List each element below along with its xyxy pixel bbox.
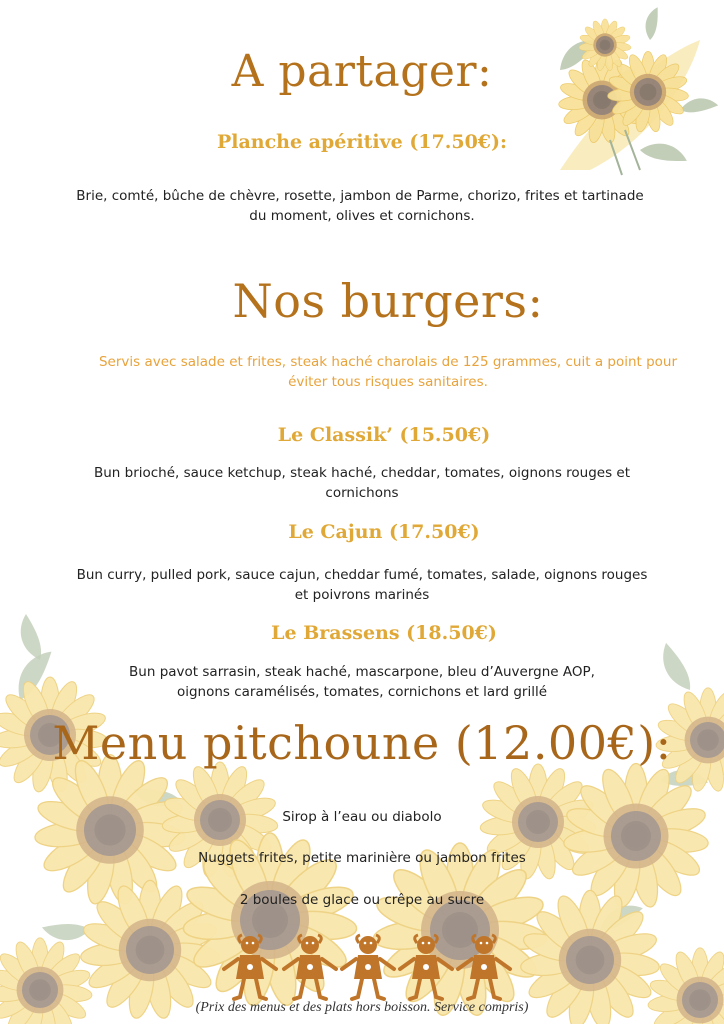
item-name-cajun: Le Cajun (17.50€): [288, 521, 480, 543]
item-desc-cajun-line1: Bun curry, pulled pork, sauce cajun, cheddar fumé, tomates, salade, oignons rouges: [76, 567, 648, 583]
item-desc-planche-line1: Brie, comté, bûche de chèvre, rosette, jambon de Parme, chorizo, frites et tartinade: [76, 188, 644, 204]
item-desc-classik-line2: cornichons: [325, 485, 399, 501]
item-name-planche: Planche apéritive (17.50€):: [216, 131, 508, 153]
item-desc-planche-line2: du moment, olives et cornichons.: [249, 208, 475, 224]
burgers-intro-line2: éviter tous risques sanitaires.: [288, 374, 488, 390]
item-desc-cajun-line2: et poivrons marinés: [294, 587, 430, 603]
footer-note: (Prix des menus et des plats hors boisson. Service compris): [195, 1000, 529, 1015]
burgers-intro-line1: Servis avec salade et frites, steak haché charolais de 125 grammes, cuit a point pour: [98, 354, 678, 370]
item-desc-brassens-line2: oignons caramélisés, tomates, cornichons et lard grillé: [176, 684, 548, 700]
kids-menu-dessert: 2 boules de glace ou crêpe au sucre: [239, 892, 485, 908]
item-name-brassens: Le Brassens (18.50€): [271, 622, 497, 644]
kids-menu-main: Nuggets frites, petite marinière ou jambon frites: [198, 850, 526, 866]
item-desc-classik-line1: Bun brioché, sauce ketchup, steak haché, cheddar, tomates, oignons rouges et: [93, 465, 631, 481]
section-title-burgers: Nos burgers:: [232, 274, 544, 328]
section-title-kids-menu: Menu pitchoune (12.00€):: [52, 716, 672, 770]
item-name-classik: Le Classik’ (15.50€): [277, 424, 491, 446]
section-title-sharing: A partager:: [231, 46, 493, 97]
kids-menu-drink: Sirop à l’eau ou diabolo: [282, 809, 442, 825]
item-desc-brassens-line1: Bun pavot sarrasin, steak haché, mascarpone, bleu d’Auvergne AOP,: [129, 664, 595, 680]
